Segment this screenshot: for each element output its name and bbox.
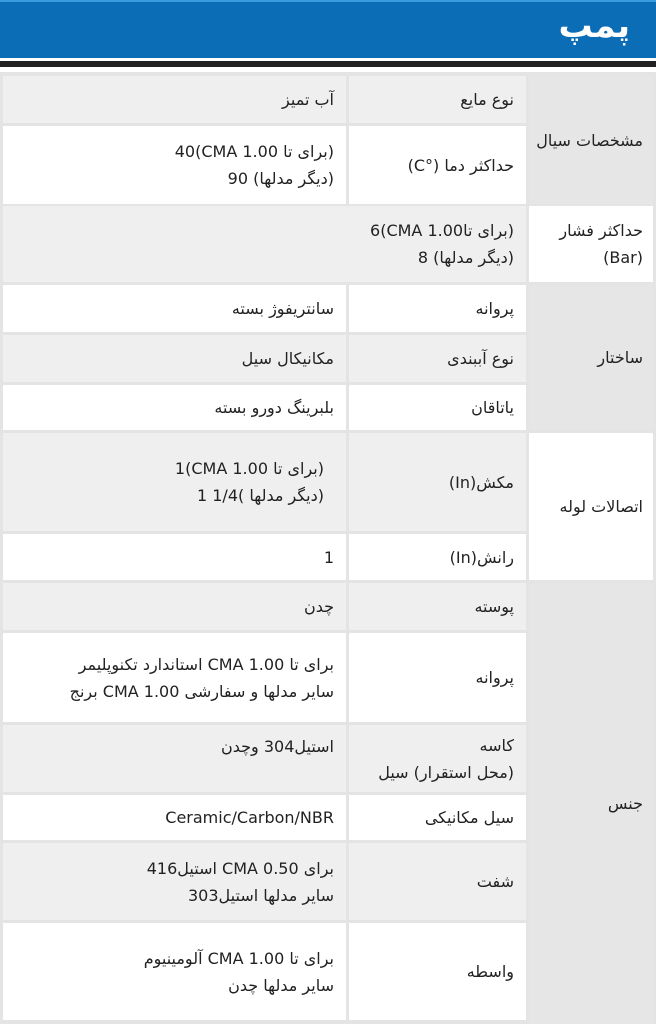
row-value [3, 923, 346, 1020]
group-label: اتصالات لوله [559, 497, 643, 516]
row-label: حداکثر دما (°C) [349, 126, 526, 204]
page-header [0, 0, 656, 58]
row-label: پروانه [349, 285, 526, 332]
group-label: حداکثر فشار [559, 221, 643, 240]
label-line: کاسه [479, 735, 514, 755]
group-structure [529, 285, 653, 430]
value-line: برای CMA 0.50 استیل416 [146, 858, 334, 878]
group-label: مشخصات سیال [536, 130, 643, 150]
value-line: سایر مدلها و سفارشی CMA 1.00 برنج [69, 681, 334, 701]
value-line: (برای تا CMA 1.00)1 [174, 459, 324, 478]
value-line: (برای تا CMA 1.00)40 [174, 142, 334, 161]
row-label: نوع مایع [349, 76, 526, 123]
value-line: سایر مدلها چدن [228, 975, 334, 995]
row-value [3, 633, 346, 722]
row-value: استیل304 وچدن [3, 725, 346, 792]
group-pressure [529, 206, 653, 282]
row-value: بلبرینگ دورو بسته [3, 385, 346, 430]
row-value [3, 206, 526, 282]
row-label: پروانه [349, 633, 526, 722]
header-divider [0, 61, 656, 67]
value-line: (دیگر مدلها) 8 [417, 248, 514, 267]
value-line: برای تا CMA 1.00 آلومینیوم [143, 948, 334, 968]
group-label: ساختار [597, 348, 643, 367]
row-value: چدن [3, 583, 346, 630]
group-unit: (Bar) [603, 248, 643, 267]
row-value: مکانیکال سیل [3, 335, 346, 382]
row-label: شفت [349, 843, 526, 920]
row-label: مکش(In) [349, 433, 526, 531]
row-value: سانتریفوژ بسته [3, 285, 346, 332]
group-material [529, 583, 653, 1024]
value-line: (دیگر مدلها) 90 [227, 169, 334, 188]
group-pipe [529, 433, 653, 580]
row-label: سیل مکانیکی [349, 795, 526, 840]
row-value [3, 126, 346, 204]
page-title: پمپ [558, 6, 630, 46]
row-label: یاتاقان [349, 385, 526, 430]
value-line: (برای تاCMA 1.00)6 [370, 221, 514, 240]
row-value [3, 433, 346, 531]
row-label: نوع آببندی [349, 335, 526, 382]
label-line: (محل استقرار) سیل [378, 762, 514, 782]
value-line: برای تا CMA 1.00 استاندارد تکنوپلیمر [78, 654, 334, 674]
row-label: واسطه [349, 923, 526, 1020]
group-fluid [529, 76, 653, 204]
row-label: پوسته [349, 583, 526, 630]
row-value [3, 843, 346, 920]
value-line: (دیگر مدلها )1/4 1 [196, 486, 324, 505]
row-value: Ceramic/Carbon/NBR [3, 795, 346, 840]
row-label: رانش(In) [349, 534, 526, 580]
row-label [349, 725, 526, 792]
group-label: جنس [607, 794, 643, 813]
row-value: آب تمیز [3, 76, 346, 123]
row-value: 1 [3, 534, 346, 580]
value-line: سایر مدلها استیل303 [188, 885, 334, 905]
